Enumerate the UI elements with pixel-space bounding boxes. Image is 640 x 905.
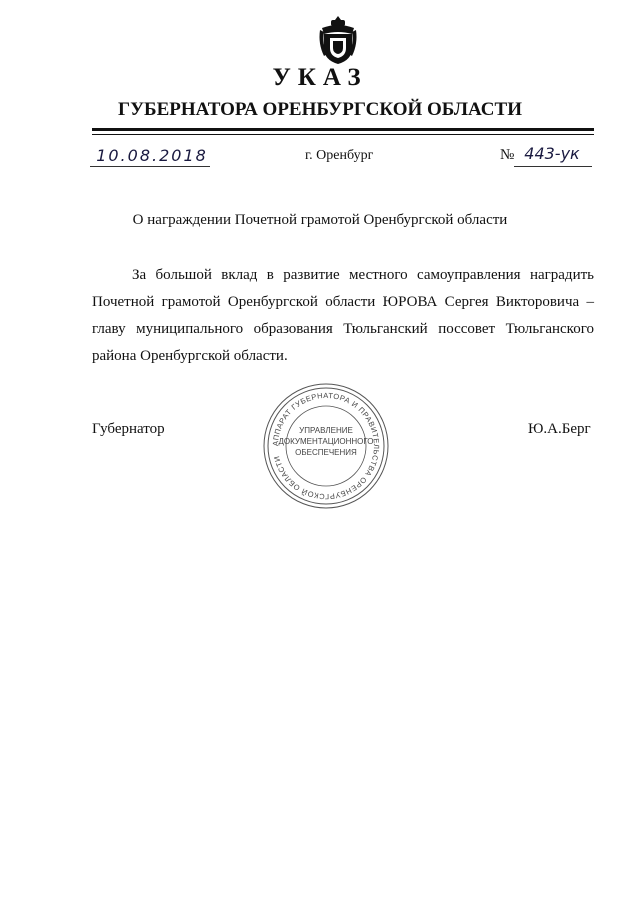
signatory-role: Губернатор	[92, 421, 165, 437]
body-paragraph: За большой вклад в развитие местного самоуправления наградить Почетной грамотой Оренбургской области ЮРОВА Сергея Викторовича – главу муниципального образования Тюльганский поссовет Тюльганского района Оренбургской области.	[92, 267, 594, 364]
document-subject: О награждении Почетной грамотой Оренбургской области	[132, 212, 508, 228]
header-rule-thin	[92, 134, 594, 135]
number-underline	[514, 166, 592, 167]
stamp-center-text	[278, 425, 374, 458]
document-city: г. Оренбург	[305, 148, 374, 163]
coat-of-arms-icon	[318, 14, 358, 66]
document-subtitle: ГУБЕРНАТОРА ОРЕНБУРГСКОЙ ОБЛАСТИ	[118, 99, 522, 120]
header-rule-thick	[92, 128, 594, 131]
stamp-line: УПРАВЛЕНИЕ	[299, 426, 353, 435]
signatory-name: Ю.А.Берг	[528, 421, 591, 437]
document-number: 443-ук	[524, 144, 580, 163]
document-body	[92, 262, 594, 370]
stamp-line: ДОКУМЕНТАЦИОННОГО	[278, 437, 374, 446]
number-label: №	[500, 147, 515, 163]
document-title: УКАЗ	[272, 64, 368, 91]
stamp-line: ОБЕСПЕЧЕНИЯ	[295, 448, 357, 457]
document-date: 10.08.2018	[96, 146, 208, 165]
stamp-ring-text: АППАРАТ ГУБЕРНАТОРА И ПРАВИТЕЛЬСТВА ОРЕНБУРГСКОЙ ОБЛАСТИ	[270, 390, 382, 502]
date-underline	[90, 166, 210, 167]
